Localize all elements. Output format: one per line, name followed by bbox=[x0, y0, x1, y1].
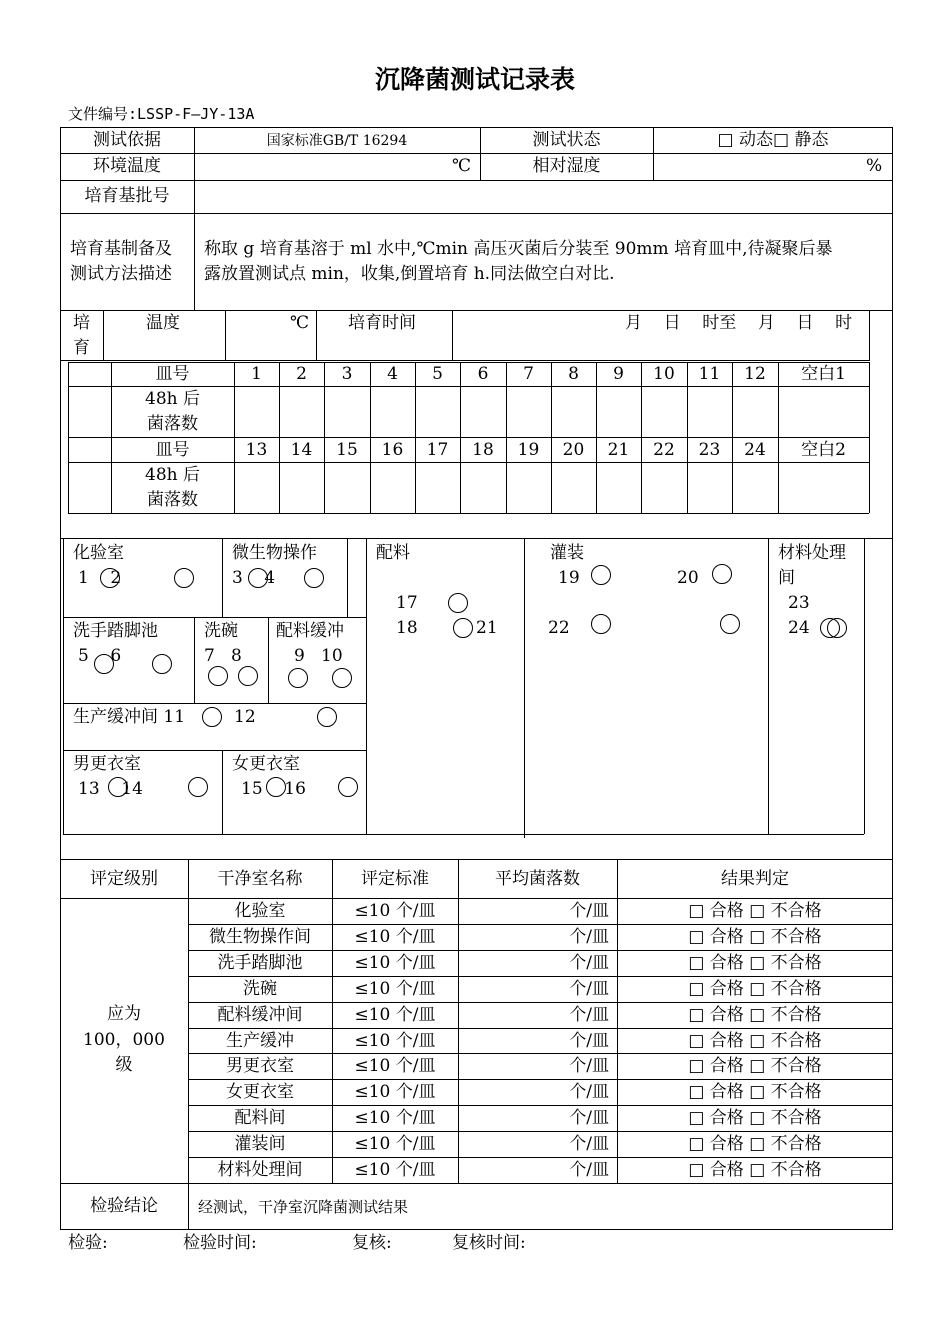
sampling-point-icon bbox=[453, 618, 473, 638]
colony-count-cell[interactable] bbox=[371, 464, 414, 512]
eval-level-line2: 100，000 bbox=[83, 1030, 165, 1050]
eval-standard: ≤10 个/皿 bbox=[354, 1160, 436, 1180]
eval-average[interactable]: 个/皿 bbox=[569, 1108, 609, 1128]
eval-room-name: 化验室 bbox=[234, 901, 286, 921]
room-filling: 灌装 bbox=[550, 543, 584, 563]
sampling-point-icon bbox=[591, 565, 611, 585]
dish-number: 14 bbox=[290, 440, 313, 460]
sampling-point-icon bbox=[94, 654, 114, 674]
wash-bowl-points: 7 8 bbox=[204, 646, 242, 666]
sampling-point-icon bbox=[108, 777, 128, 797]
female-points: 15 16 bbox=[241, 779, 306, 799]
humidity-unit: % bbox=[866, 156, 883, 176]
culture-temp-label: 温度 bbox=[146, 313, 180, 333]
mixing-point-17: 17 bbox=[396, 593, 418, 613]
colony-count-cell[interactable] bbox=[597, 388, 640, 436]
culture-time-label: 培育时间 bbox=[348, 313, 416, 333]
eval-room-name: 灌装间 bbox=[234, 1134, 286, 1154]
filling-point-20: 20 bbox=[677, 568, 699, 588]
dish-number: 9 bbox=[613, 364, 624, 384]
eval-result[interactable]: □ 合格 □ 不合格 bbox=[688, 1005, 822, 1025]
colony-count-cell[interactable] bbox=[325, 464, 369, 512]
colony-count-cell[interactable] bbox=[416, 464, 459, 512]
eval-average[interactable]: 个/皿 bbox=[569, 979, 609, 999]
dish-number: 空白2 bbox=[801, 440, 846, 460]
env-temp-unit: ℃ bbox=[452, 156, 472, 176]
eval-result[interactable]: □ 合格 □ 不合格 bbox=[688, 1031, 822, 1051]
eval-room-name: 洗手踏脚池 bbox=[217, 953, 303, 973]
batch-label: 培育基批号 bbox=[84, 186, 170, 206]
eval-room-name: 洗碗 bbox=[243, 979, 277, 999]
eval-result[interactable]: □ 合格 □ 不合格 bbox=[688, 1056, 822, 1076]
culture-label-2: 育 bbox=[73, 338, 90, 358]
sampling-point-icon bbox=[720, 614, 740, 634]
eval-average[interactable]: 个/皿 bbox=[569, 1134, 609, 1154]
eval-result[interactable]: □ 合格 □ 不合格 bbox=[688, 979, 822, 999]
eval-room-name: 男更衣室 bbox=[226, 1056, 294, 1076]
colony-count-cell[interactable] bbox=[461, 388, 505, 436]
dish-number-label: 皿号 bbox=[155, 440, 190, 460]
count-label-line1: 48h 后 bbox=[145, 465, 200, 485]
eval-header-room: 干净室名称 bbox=[217, 869, 303, 889]
eval-header-result: 结果判定 bbox=[721, 869, 789, 889]
colony-count-cell[interactable] bbox=[688, 388, 731, 436]
dish-number: 16 bbox=[381, 440, 404, 460]
room-prod-buffer: 生产缓冲间 11 bbox=[73, 707, 186, 727]
colony-count-cell[interactable] bbox=[597, 464, 640, 512]
sampling-point-icon bbox=[448, 593, 468, 613]
colony-count-cell[interactable] bbox=[325, 388, 369, 436]
sampling-point-icon bbox=[174, 568, 194, 588]
room-mixing: 配料 bbox=[376, 543, 410, 563]
room-wash-foot: 洗手踏脚池 bbox=[73, 621, 158, 641]
footer-review: 复核: bbox=[352, 1233, 392, 1253]
material-point-23: 23 bbox=[788, 593, 810, 613]
dish-number: 13 bbox=[245, 440, 268, 460]
eval-header-average: 平均菌落数 bbox=[495, 869, 580, 889]
eval-result[interactable]: □ 合格 □ 不合格 bbox=[688, 927, 822, 947]
eval-header-level: 评定级别 bbox=[90, 869, 158, 889]
method-label-line2: 测试方法描述 bbox=[70, 264, 172, 284]
env-temp-label: 环境温度 bbox=[93, 156, 161, 176]
sampling-point-icon bbox=[827, 618, 847, 638]
room-material: 材料处理 bbox=[778, 543, 846, 563]
eval-standard: ≤10 个/皿 bbox=[354, 1056, 436, 1076]
sampling-point-icon bbox=[304, 568, 324, 588]
eval-average[interactable]: 个/皿 bbox=[569, 1056, 609, 1076]
eval-average[interactable]: 个/皿 bbox=[569, 953, 609, 973]
colony-count-cell[interactable] bbox=[280, 388, 323, 436]
eval-average[interactable]: 个/皿 bbox=[569, 1031, 609, 1051]
count-label-line2: 菌落数 bbox=[147, 414, 198, 434]
colony-count-cell[interactable] bbox=[688, 464, 731, 512]
eval-header-standard: 评定标准 bbox=[361, 869, 429, 889]
filling-point-22: 22 bbox=[548, 618, 570, 638]
eval-result[interactable]: □ 合格 □ 不合格 bbox=[688, 1082, 822, 1102]
prod-buffer-point-12: 12 bbox=[234, 707, 256, 727]
eval-standard: ≤10 个/皿 bbox=[354, 901, 436, 921]
wash-foot-points: 5 6 bbox=[78, 646, 122, 666]
room-material-2: 间 bbox=[778, 568, 795, 588]
eval-room-name: 女更衣室 bbox=[226, 1082, 294, 1102]
male-points: 13 14 bbox=[78, 779, 143, 799]
state-label: 测试状态 bbox=[532, 130, 601, 150]
eval-standard: ≤10 个/皿 bbox=[354, 953, 436, 973]
mix-buffer-points: 9 10 bbox=[294, 646, 343, 666]
colony-count-cell[interactable] bbox=[371, 388, 414, 436]
culture-temp-unit: ℃ bbox=[290, 313, 310, 333]
sampling-point-icon bbox=[100, 568, 120, 588]
eval-standard: ≤10 个/皿 bbox=[354, 1082, 436, 1102]
dish-number: 20 bbox=[562, 440, 585, 460]
culture-label-1: 培 bbox=[73, 313, 90, 333]
mixing-point-18: 18 bbox=[396, 618, 418, 638]
eval-room-name: 材料处理间 bbox=[217, 1160, 303, 1180]
colony-count-cell[interactable] bbox=[552, 464, 595, 512]
count-label-line2: 菌落数 bbox=[147, 490, 198, 510]
basis-value[interactable]: 国家标准GB/T 16294 bbox=[266, 133, 408, 149]
conclusion-label: 检验结论 bbox=[90, 1196, 158, 1216]
page-title: 沉降菌测试记录表 bbox=[374, 65, 575, 94]
dish-number: 24 bbox=[744, 440, 766, 460]
dish-number: 5 bbox=[432, 364, 443, 384]
colony-count-cell[interactable] bbox=[280, 464, 323, 512]
dish-number: 3 bbox=[341, 364, 353, 384]
colony-count-cell[interactable] bbox=[642, 464, 686, 512]
colony-count-cell[interactable] bbox=[507, 388, 550, 436]
micro-points: 3 4 bbox=[232, 568, 276, 588]
eval-average[interactable]: 个/皿 bbox=[569, 1082, 609, 1102]
colony-count-cell[interactable] bbox=[779, 388, 868, 436]
count-label-line1: 48h 后 bbox=[145, 389, 200, 409]
eval-standard: ≤10 个/皿 bbox=[354, 1134, 436, 1154]
colony-count-cell[interactable] bbox=[235, 464, 278, 512]
footer-inspect-time: 检验时间: bbox=[183, 1233, 257, 1253]
dish-number: 7 bbox=[523, 364, 534, 384]
eval-average[interactable]: 个/皿 bbox=[569, 901, 609, 921]
sampling-point-icon bbox=[208, 666, 228, 686]
dish-number: 19 bbox=[517, 440, 540, 460]
eval-result[interactable]: □ 合格 □ 不合格 bbox=[688, 1134, 822, 1154]
eval-average[interactable]: 个/皿 bbox=[569, 1160, 609, 1180]
sampling-point-icon bbox=[288, 668, 308, 688]
dish-number: 23 bbox=[698, 440, 721, 460]
sampling-point-icon bbox=[152, 654, 172, 674]
mixing-point-21: 21 bbox=[476, 618, 498, 638]
room-male: 男更衣室 bbox=[73, 754, 141, 774]
room-micro: 微生物操作 bbox=[232, 543, 317, 563]
colony-count-cell[interactable] bbox=[552, 388, 595, 436]
dish-number: 22 bbox=[653, 440, 675, 460]
basis-label: 测试依据 bbox=[93, 130, 161, 150]
sampling-point-icon bbox=[591, 614, 611, 634]
document-number: 文件编号:LSSP-F—JY-13A bbox=[68, 105, 255, 123]
colony-count-cell[interactable] bbox=[733, 388, 777, 436]
eval-standard: ≤10 个/皿 bbox=[354, 979, 436, 999]
eval-average[interactable]: 个/皿 bbox=[569, 1005, 609, 1025]
method-label-line1: 培育基制备及 bbox=[70, 239, 172, 259]
dish-number: 8 bbox=[568, 364, 579, 384]
sampling-point-icon bbox=[248, 568, 268, 588]
colony-count-cell[interactable] bbox=[507, 464, 550, 512]
footer-review-time: 复核时间: bbox=[452, 1233, 526, 1253]
dish-number: 6 bbox=[477, 364, 489, 384]
eval-standard: ≤10 个/皿 bbox=[354, 1108, 436, 1128]
eval-result[interactable]: □ 合格 □ 不合格 bbox=[688, 1160, 822, 1180]
eval-standard: ≤10 个/皿 bbox=[354, 1005, 436, 1025]
eval-room-name: 配料间 bbox=[234, 1108, 286, 1128]
dish-number: 10 bbox=[653, 364, 675, 384]
room-lab: 化验室 bbox=[73, 543, 124, 563]
eval-average[interactable]: 个/皿 bbox=[569, 927, 609, 947]
filling-point-19: 19 bbox=[558, 568, 580, 588]
lab-points: 1 2 bbox=[78, 568, 122, 588]
sampling-point-icon bbox=[202, 707, 222, 727]
dish-number: 15 bbox=[336, 440, 358, 460]
batch-input[interactable] bbox=[196, 182, 890, 211]
sampling-point-icon bbox=[338, 777, 358, 797]
room-female: 女更衣室 bbox=[232, 754, 300, 774]
colony-count-cell[interactable] bbox=[779, 464, 868, 512]
sampling-point-icon bbox=[188, 777, 208, 797]
conclusion-text: 经测试，干净室沉降菌测试结果 bbox=[198, 1198, 409, 1216]
method-text-line1: 称取 g 培育基溶于 ml 水中,℃min 高压灭菌后分装至 90mm 培育皿中,待凝聚后暴 bbox=[204, 239, 833, 259]
sampling-point-icon bbox=[238, 666, 258, 686]
colony-count-cell[interactable] bbox=[416, 388, 459, 436]
dish-number: 11 bbox=[698, 364, 721, 384]
dish-number: 12 bbox=[744, 364, 766, 384]
humidity-label: 相对湿度 bbox=[532, 156, 601, 176]
eval-standard: ≤10 个/皿 bbox=[354, 927, 436, 947]
dish-number: 18 bbox=[472, 440, 494, 460]
sampling-point-icon bbox=[332, 668, 352, 688]
eval-result[interactable]: □ 合格 □ 不合格 bbox=[688, 1108, 822, 1128]
dish-number: 21 bbox=[607, 440, 630, 460]
dish-number-label: 皿号 bbox=[155, 364, 190, 384]
room-mix-buffer: 配料缓冲 bbox=[276, 621, 344, 641]
state-checkboxes[interactable]: □ 动态□ 静态 bbox=[717, 130, 829, 150]
eval-level-line3: 级 bbox=[115, 1055, 133, 1075]
eval-standard: ≤10 个/皿 bbox=[354, 1031, 436, 1051]
eval-level-line1: 应为 bbox=[107, 1004, 141, 1024]
material-point-24: 24 bbox=[788, 618, 810, 638]
colony-count-cell[interactable] bbox=[642, 388, 686, 436]
sampling-point-icon bbox=[317, 707, 337, 727]
dish-number: 17 bbox=[426, 440, 449, 460]
dish-number: 4 bbox=[387, 364, 398, 384]
footer-inspect: 检验: bbox=[68, 1233, 108, 1253]
room-wash-bowl: 洗碗 bbox=[204, 621, 238, 641]
dish-number: 空白1 bbox=[801, 364, 846, 384]
colony-count-cell[interactable] bbox=[733, 464, 777, 512]
method-text-line2: 露放置测试点 min，收集,倒置培育 h.同法做空白对比. bbox=[204, 264, 615, 284]
eval-room-name: 生产缓冲 bbox=[226, 1031, 294, 1051]
eval-room-name: 配料缓冲间 bbox=[217, 1005, 303, 1025]
sampling-point-icon bbox=[712, 564, 732, 584]
eval-result[interactable]: □ 合格 □ 不合格 bbox=[688, 953, 822, 973]
eval-room-name: 微生物操作间 bbox=[209, 927, 311, 947]
eval-result[interactable]: □ 合格 □ 不合格 bbox=[688, 901, 822, 921]
culture-time-template: 月 日 时至 月 日 时 bbox=[625, 313, 853, 333]
sampling-point-icon bbox=[266, 777, 286, 797]
dish-number: 2 bbox=[296, 364, 307, 384]
colony-count-cell[interactable] bbox=[235, 388, 278, 436]
dish-number: 1 bbox=[251, 364, 262, 384]
colony-count-cell[interactable] bbox=[461, 464, 505, 512]
